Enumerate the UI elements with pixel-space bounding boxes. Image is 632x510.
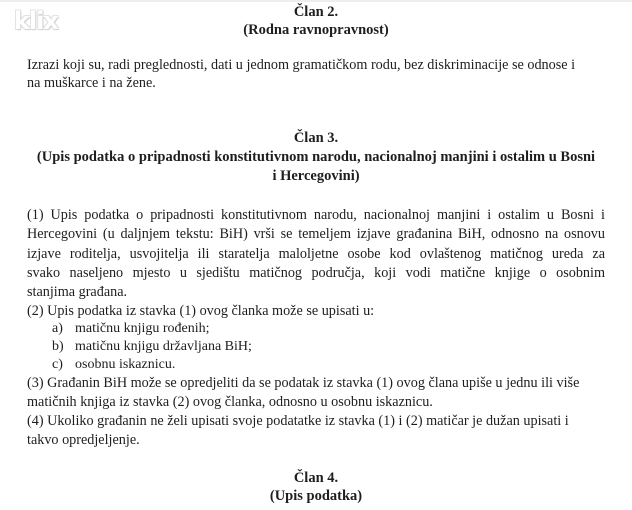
list-item-label: b) [52, 339, 64, 354]
article-2-paragraph-line: na muškarce i na žene. [27, 75, 156, 91]
paragraph-4-line: takvo opredjeljenje. [27, 432, 140, 448]
article-2-subtitle: (Rodna ravnopravnost) [243, 22, 389, 38]
top-border [0, 0, 632, 2]
article-3-subtitle-line: i Hercegovini) [272, 168, 360, 184]
list-item-text: matičnu knjigu rođenih; [75, 321, 210, 336]
article-3-subtitle-line: (Upis podatka o pripadnosti konstitutivnom narodu, nacionalnoj manjini i ostalim u Bosni [36, 149, 596, 165]
list-item-label: c) [52, 357, 63, 372]
list-item [52, 320, 210, 338]
paragraph-4-line: (4) Ukoliko građanin ne želi upisati svoje podatatke iz stavka (1) i (2) matičar je dužan upisati i [27, 413, 569, 429]
list-item-text: osobnu iskaznicu. [75, 357, 176, 372]
paragraph-1-line: izjave roditelja, usvojitelja ili staratelja maloljetne osobe kod ovlaštenog matičnog ureda za [27, 246, 605, 262]
list-item [52, 356, 175, 374]
paragraph-3-line: (3) Građanin BiH može se opredjeliti da se podatak iz stavka (1) ovog člana upiše u jednu ili više [27, 375, 580, 391]
klix-watermark-logo: klix [14, 7, 58, 35]
paragraph-1-line: (1) Upis podatka o pripadnosti konstitutivnom narodu, nacionalnoj manjini i ostalim u Bosni i [27, 207, 605, 223]
article-4-subtitle: (Upis podatka) [269, 488, 363, 504]
paragraph-2-intro: (2) Upis podatka iz stavka (1) ovog članka može se upisati u: [27, 303, 375, 319]
article-2-title: Član 2. [293, 4, 339, 20]
paragraph-1-line: stanjima građana. [27, 284, 128, 300]
article-3-title: Član 3. [293, 130, 339, 146]
article-4-title: Član 4. [293, 470, 339, 486]
paragraph-1-line: svako naseljeno mjesto u sjedištu matičnog područja, koji vodi matične knjige o osobnim [27, 265, 605, 281]
list-item-label: a) [52, 321, 63, 336]
article-2-paragraph-line: Izrazi koji su, radi preglednosti, dati u jednom gramatičkom rodu, bez diskriminacije se odnose i [27, 57, 576, 73]
list-item [52, 338, 252, 356]
list-item-text: matičnu knjigu državljana BiH; [75, 339, 252, 354]
paragraph-1-line: Hercegovini (u daljnjem tekstu: BiH) vrši se temeljem izjave građanina BiH, odnosno na osnovu [27, 226, 605, 242]
paragraph-3-line: matičnih knjiga iz stavka (2) ovog članka, odnosno u osobnu iskaznicu. [27, 394, 433, 410]
